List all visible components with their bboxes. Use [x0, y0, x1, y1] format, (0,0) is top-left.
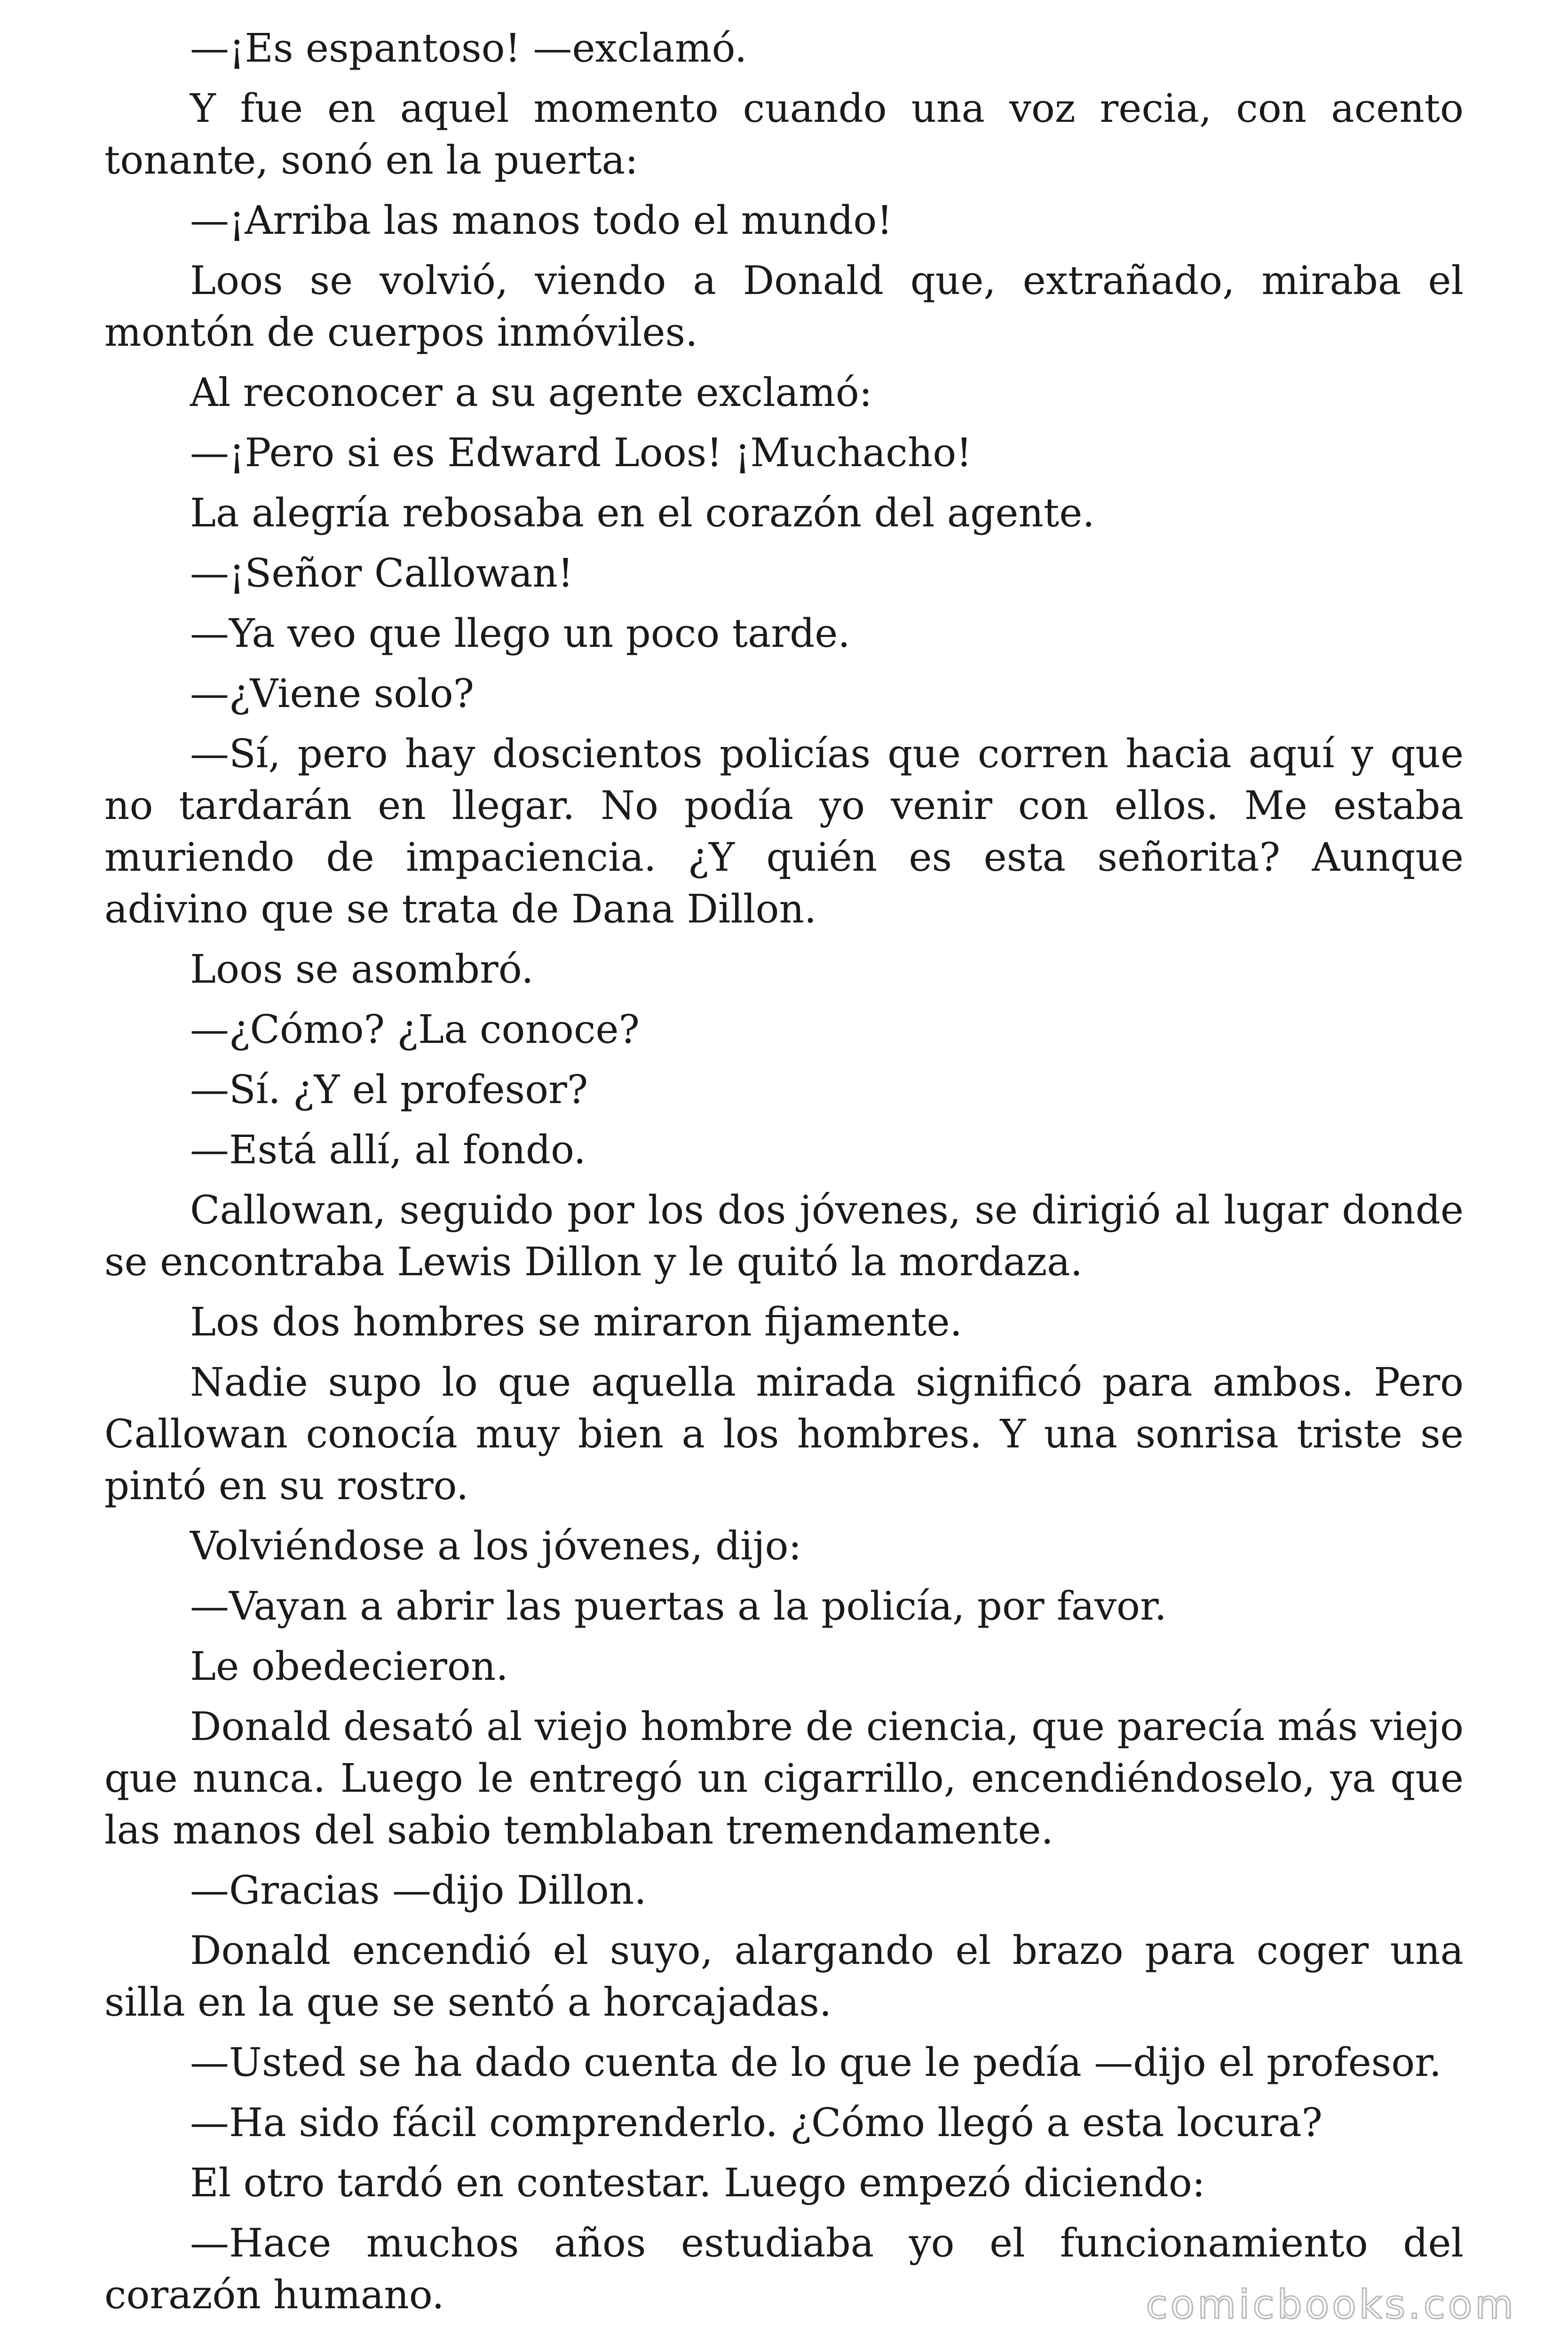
paragraph: —Gracias —dijo Dillon. [190, 1867, 647, 1913]
paragraph: —Ya veo que llego un poco tarde. [190, 611, 850, 656]
paragraph: Donald desató al viejo hombre de ciencia, que parecía más viejo que nunca. Luego le entregó un cigarrillo, encendiéndoselo, ya que las manos del sabio temblaban tremendamente. [104, 1704, 1464, 1853]
book-page-text [104, 23, 1464, 2329]
paragraph: —Sí, pero hay doscientos policías que corren hacia aquí y que no tardarán en llegar. No podía yo venir con ellos. Me estaba muriendo de impaciencia. ¿Y quién es esta señorita? Aunque adivino que se trata de Dana Dillon. [104, 731, 1464, 932]
paragraph: —¿Viene solo? [190, 671, 475, 716]
paragraph: El otro tardó en contestar. Luego empezó diciendo: [190, 2160, 1205, 2206]
paragraph: —¡Es espantoso! —exclamó. [190, 25, 747, 71]
paragraph: —¡Señor Callowan! [190, 550, 574, 596]
paragraph: Loos se asombró. [190, 946, 534, 992]
paragraph: —Vayan a abrir las puertas a la policía, por favor. [190, 1583, 1167, 1629]
paragraph: —¡Pero si es Edward Loos! ¡Muchacho! [190, 430, 972, 476]
paragraph: Nadie supo lo que aquella mirada significó para ambos. Pero Callowan conocía muy bien a los hombres. Y una sonrisa triste se pintó en su rostro. [104, 1359, 1464, 1509]
paragraph: —Hace muchos años estudiaba yo el funcionamiento del corazón humano. [104, 2220, 1464, 2318]
paragraph: Al reconocer a su agente exclamó: [190, 370, 872, 415]
paragraph: —Está allí, al fondo. [190, 1127, 586, 1173]
paragraph: —¡Arriba las manos todo el mundo! [190, 198, 893, 243]
paragraph: —Sí. ¿Y el profesor? [190, 1067, 588, 1112]
paragraph: —Usted se ha dado cuenta de lo que le pedía —dijo el profesor. [190, 2040, 1442, 2085]
paragraph: —Ha sido fácil comprenderlo. ¿Cómo llegó a esta locura? [190, 2100, 1323, 2145]
watermark: comicbooks.com [1146, 2281, 1516, 2328]
paragraph: —¿Cómo? ¿La conoce? [190, 1007, 640, 1052]
paragraph: Los dos hombres se miraron fijamente. [190, 1299, 962, 1345]
paragraph: Volviéndose a los jóvenes, dijo: [190, 1523, 802, 1569]
paragraph: La alegría rebosaba en el corazón del agente. [190, 490, 1095, 536]
paragraph: Callowan, seguido por los dos jóvenes, se dirigió al lugar donde se encontraba Lewis Dillon y le quitó la mordaza. [104, 1187, 1464, 1285]
paragraph: Y fue en aquel momento cuando una voz recia, con acento tonante, sonó en la puerta: [104, 86, 1464, 183]
paragraph: Loos se volvió, viendo a Donald que, extrañado, miraba el montón de cuerpos inmóviles. [104, 258, 1464, 355]
paragraph: Le obedecieron. [190, 1644, 508, 1689]
paragraph: Donald encendió el suyo, alargando el brazo para coger una silla en la que se sentó a horcajadas. [104, 1928, 1464, 2025]
